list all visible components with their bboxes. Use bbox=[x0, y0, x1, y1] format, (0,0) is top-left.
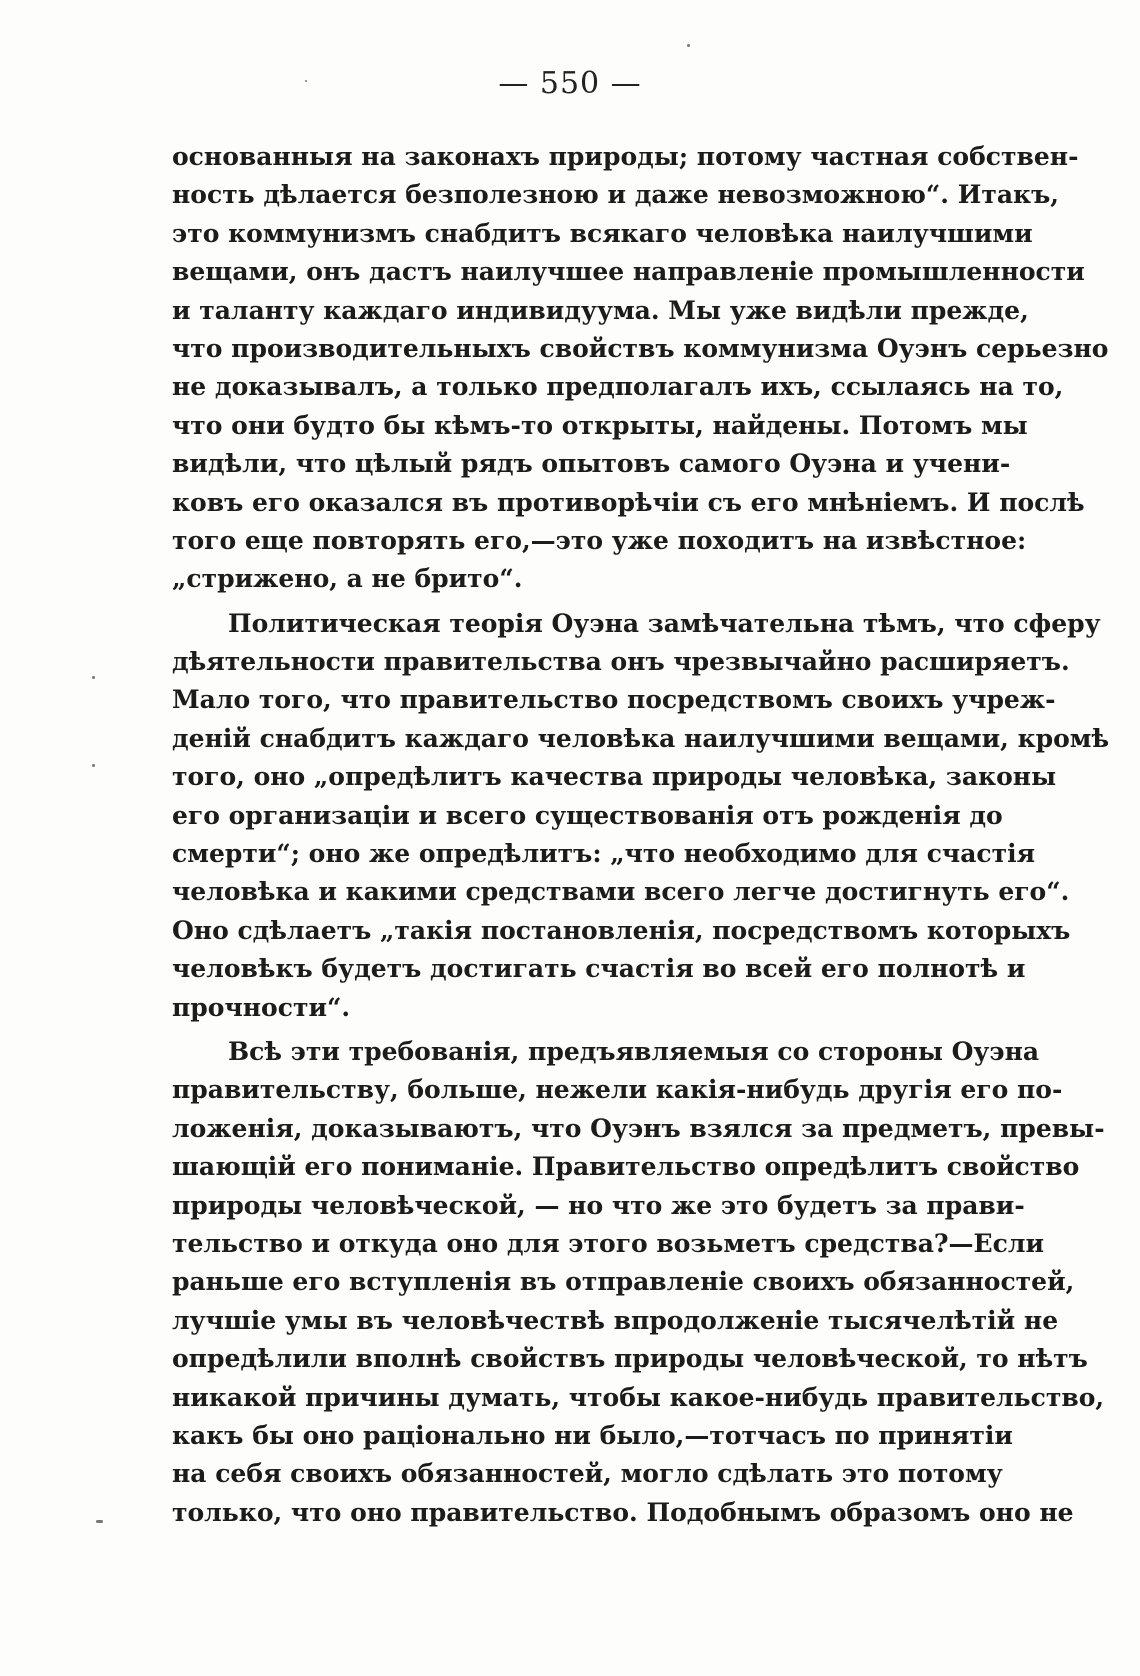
text-line: того еще повторять его,—это уже походитъ на извѣстное: bbox=[172, 525, 1027, 555]
text-line: тельство и откуда оно для этого возьметъ средства?—Если bbox=[172, 1228, 1044, 1258]
text-line: раньше его вступленія въ отправленіе своихъ обязанностей, bbox=[172, 1267, 1075, 1297]
text-line: что они будто бы кѣмъ-то открыты, найдены. Потомъ мы bbox=[172, 410, 1028, 440]
scan-speck bbox=[96, 1520, 103, 1523]
text-line: ность дѣлается безполезною и даже невозможною“. Итакъ, bbox=[172, 180, 1059, 210]
paragraph-2 bbox=[172, 605, 1110, 1027]
text-line: видѣли, что цѣлый рядъ опытовъ самого Оуэна и учени- bbox=[172, 449, 1011, 479]
scan-speck bbox=[92, 764, 95, 767]
text-line: это коммунизмъ снабдитъ всякаго человѣка наилучшими bbox=[172, 218, 1033, 248]
text-line: его организаціи и всего существованія отъ рожденія до bbox=[172, 800, 1003, 830]
scan-speck bbox=[687, 44, 690, 47]
text-line: смерти“; оно же опредѣлитъ: „что необходимо для счастія bbox=[172, 839, 1036, 869]
paragraph-3 bbox=[172, 1033, 1105, 1532]
text-line: что производительныхъ свойствъ коммунизма Оуэнъ серьезно bbox=[172, 333, 1109, 363]
text-line: человѣка и какими средствами всего легче достигнуть его“. bbox=[172, 877, 1070, 907]
text-line: основанныя на законахъ природы; потому частная собствен- bbox=[172, 142, 1079, 171]
text-line: никакой причины думать, чтобы какое-нибудь правительство, bbox=[172, 1382, 1105, 1412]
body-text bbox=[172, 138, 1110, 1532]
text-line: вещами, онъ дастъ наилучшее направленіе промышленности bbox=[172, 257, 1085, 287]
scan-speck bbox=[305, 80, 307, 82]
scan-speck bbox=[92, 676, 95, 679]
text-line: на себя своихъ обязанностей, могло сдѣлать это потому bbox=[172, 1459, 1003, 1489]
text-line: Мало того, что правительство посредствомъ своихъ учреж- bbox=[172, 685, 1056, 715]
text-line: лучшіе умы въ человѣчествѣ впродолженіе тысячелѣтій не bbox=[172, 1305, 1059, 1335]
page-number: — 550 — bbox=[498, 66, 642, 101]
text-line: ложенія, доказываютъ, что Оуэнъ взялся за предметъ, превы- bbox=[172, 1113, 1105, 1143]
text-line: природы человѣческой, — но что же это будетъ за прави- bbox=[172, 1190, 1025, 1220]
text-line: дѣятельности правительства онъ чрезвычайно расширяетъ. bbox=[172, 647, 1070, 677]
text-line: шающій его пониманіе. Правительство опредѣлитъ свойство bbox=[172, 1152, 1080, 1182]
text-line: деній снабдитъ каждаго человѣка наилучшими вещами, кромѣ bbox=[172, 723, 1110, 753]
text-line: „стрижено, а не брито“. bbox=[172, 564, 523, 594]
text-line: не доказывалъ, а только предполагалъ ихъ, ссылаясь на то, bbox=[172, 372, 1064, 402]
text-line: ковъ его оказался въ противорѣчіи съ его мнѣніемъ. И послѣ bbox=[172, 487, 1085, 517]
text-line: какъ бы оно раціонально ни было,—тотчасъ по принятіи bbox=[172, 1420, 1013, 1450]
paragraph-1 bbox=[172, 138, 1109, 599]
text-line: Оно сдѣлаетъ „такія постановленія, посредствомъ которыхъ bbox=[172, 915, 1071, 945]
text-line: прочности“. bbox=[172, 992, 351, 1022]
text-line: того, оно „опредѣлитъ качества природы человѣка, законы bbox=[172, 762, 1057, 792]
text-line: правительству, больше, нежели какія-нибудь другія его по- bbox=[172, 1075, 1063, 1105]
text-line: Всѣ эти требованія, предъявляемыя со стороны Оуэна bbox=[228, 1036, 1040, 1066]
text-line: опредѣлили вполнѣ свойствъ природы человѣческой, то нѣтъ bbox=[172, 1344, 1088, 1374]
text-line: Политическая теорія Оуэна замѣчательна тѣмъ, что сферу bbox=[228, 608, 1101, 638]
text-line: человѣкъ будетъ достигать счастія во всей его полнотѣ и bbox=[172, 954, 1026, 984]
text-line: только, что оно правительство. Подобнымъ образомъ оно не bbox=[172, 1497, 1074, 1527]
text-line: и таланту каждаго индивидуума. Мы уже видѣли прежде, bbox=[172, 295, 1029, 325]
